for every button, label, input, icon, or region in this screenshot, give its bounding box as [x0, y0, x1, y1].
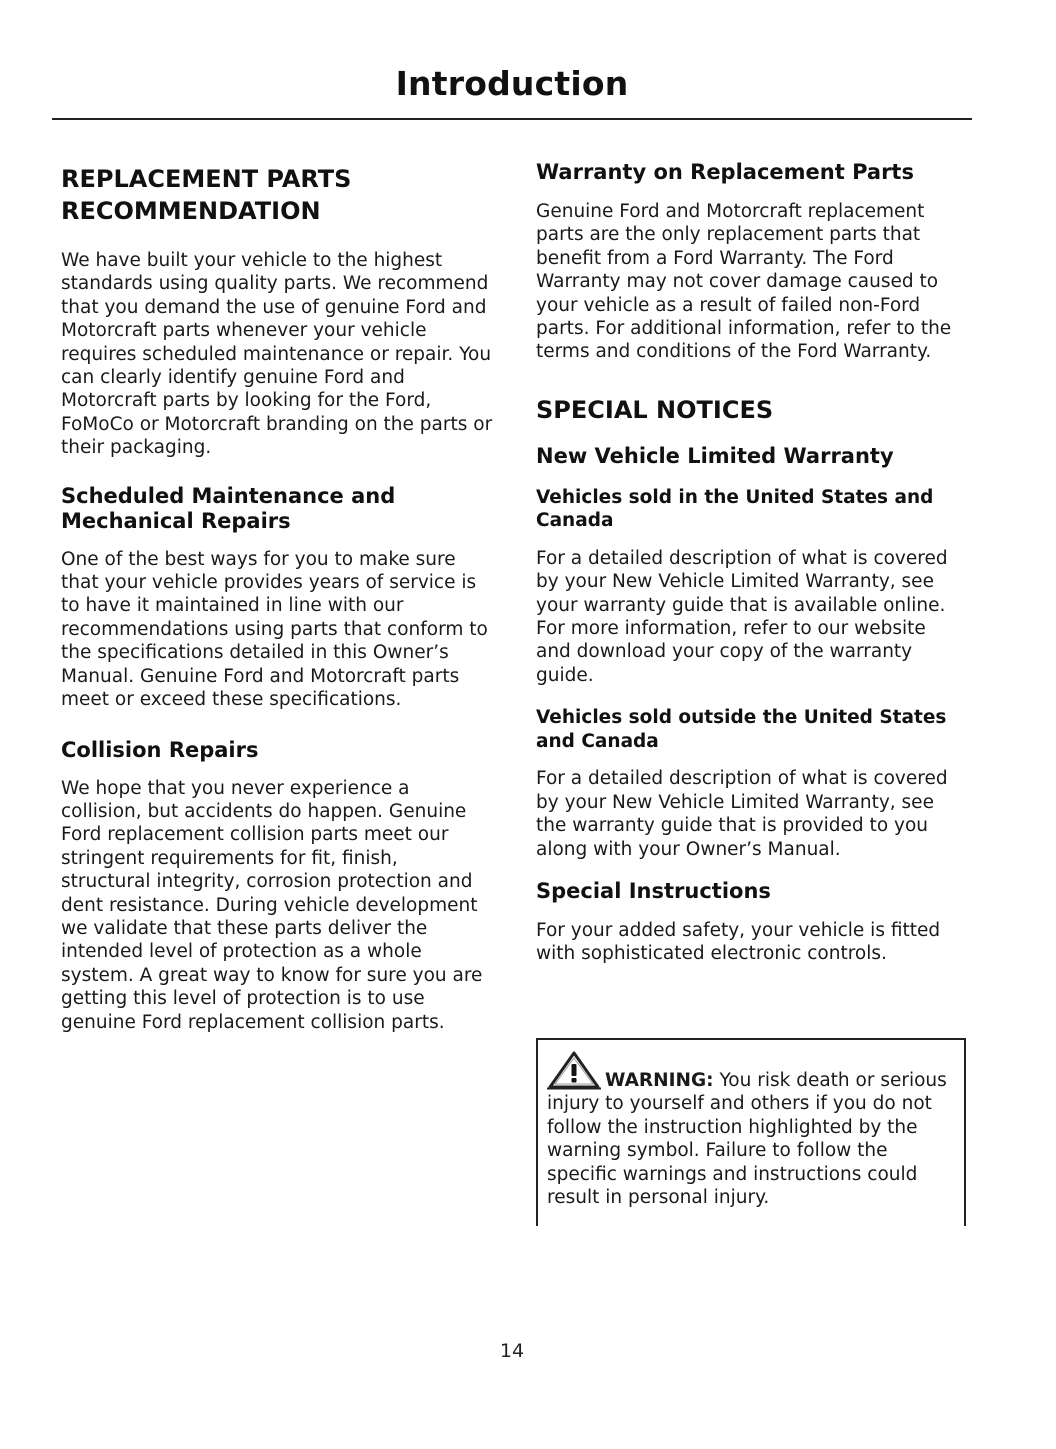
outside-us-canada-heading: Vehicles sold outside the United States and Canada	[536, 707, 947, 752]
special-notices-heading: SPECIAL NOTICES	[536, 395, 774, 424]
warning-box	[536, 1038, 966, 1226]
us-canada-body: For a detailed description of what is covered by your New Vehicle Limited Warranty, see your warranty guide that is available online. For more information, refer to our website and download your copy of the warranty guide.	[536, 547, 948, 686]
warning-triangle-icon	[547, 1050, 601, 1090]
replacement-parts-heading	[61, 163, 493, 227]
warning-body: You risk death or serious injury to yourself and others if you do not follow the instruction highlighted by the warning symbol. Failure to follow the specific warnings and instructions could result in personal injury.	[547, 1070, 947, 1209]
scheduled-maintenance-heading: Scheduled Maintenance and Mechanical Repairs	[61, 483, 396, 533]
warning-label: WARNING:	[605, 1070, 714, 1091]
us-canada-heading: Vehicles sold in the United States and Canada	[536, 486, 934, 532]
collision-repairs-heading: Collision Repairs	[61, 737, 259, 762]
replacement-heading-line1: REPLACEMENT PARTS	[61, 165, 352, 193]
scheduled-maintenance-body: One of the best ways for you to make sure that your vehicle provides years of service is to have it maintained in line with our recommendations using parts that conform to the specifications detailed in this Owner’s Manual. Genuine Ford and Motorcraft parts meet or exceed these specifications.	[61, 548, 488, 711]
page-title: Introduction	[395, 64, 629, 103]
right-column	[536, 160, 966, 966]
replacement-heading-line2: RECOMMENDATION	[61, 197, 321, 225]
warranty-parts-heading: Warranty on Replacement Parts	[536, 160, 914, 184]
replacement-parts-body: We have built your vehicle to the highest standards using quality parts. We recommend that you demand the use of genuine Ford and Motorcraft parts whenever your vehicle requires scheduled maintenance or repair. You can clearly identify genuine Ford and Motorcraft parts by looking for the Ford, FoMoCo or Motorcraft branding on the parts or their packaging.	[61, 250, 493, 459]
special-instructions-body: For your added safety, your vehicle is fitted with sophisticated electronic controls.	[536, 919, 941, 965]
page-header	[0, 64, 1024, 103]
new-vehicle-warranty-heading: New Vehicle Limited Warranty	[536, 443, 894, 468]
collision-repairs-body: We hope that you never experience a collision, but accidents do happen. Genuine Ford replacement collision parts meet our stringent requirements for fit, finish, structural integrity, corrosion protection and dent resistance. During vehicle development we validate that these parts deliver the intended level of protection as a whole system. A great way to know for sure you are getting this level of protection is to use genuine Ford replacement collision parts.	[61, 777, 483, 1033]
special-instructions-heading: Special Instructions	[536, 878, 771, 903]
left-column	[61, 160, 493, 1034]
page-number: 14	[499, 1340, 525, 1362]
warranty-parts-body: Genuine Ford and Motorcraft replacement parts are the only replacement parts that benefit from a Ford Warranty. The Ford Warranty may not cover damage caused to your vehicle as a result of failed non-Ford parts. For additional information, refer to the terms and conditions of the Ford Warranty.	[536, 201, 952, 363]
header-divider	[52, 118, 972, 120]
warning-text-block	[547, 1050, 959, 1209]
outside-us-canada-body: For a detailed description of what is covered by your New Vehicle Limited Warranty, see the warranty guide that is provided to you along with your Owner’s Manual.	[536, 768, 948, 860]
